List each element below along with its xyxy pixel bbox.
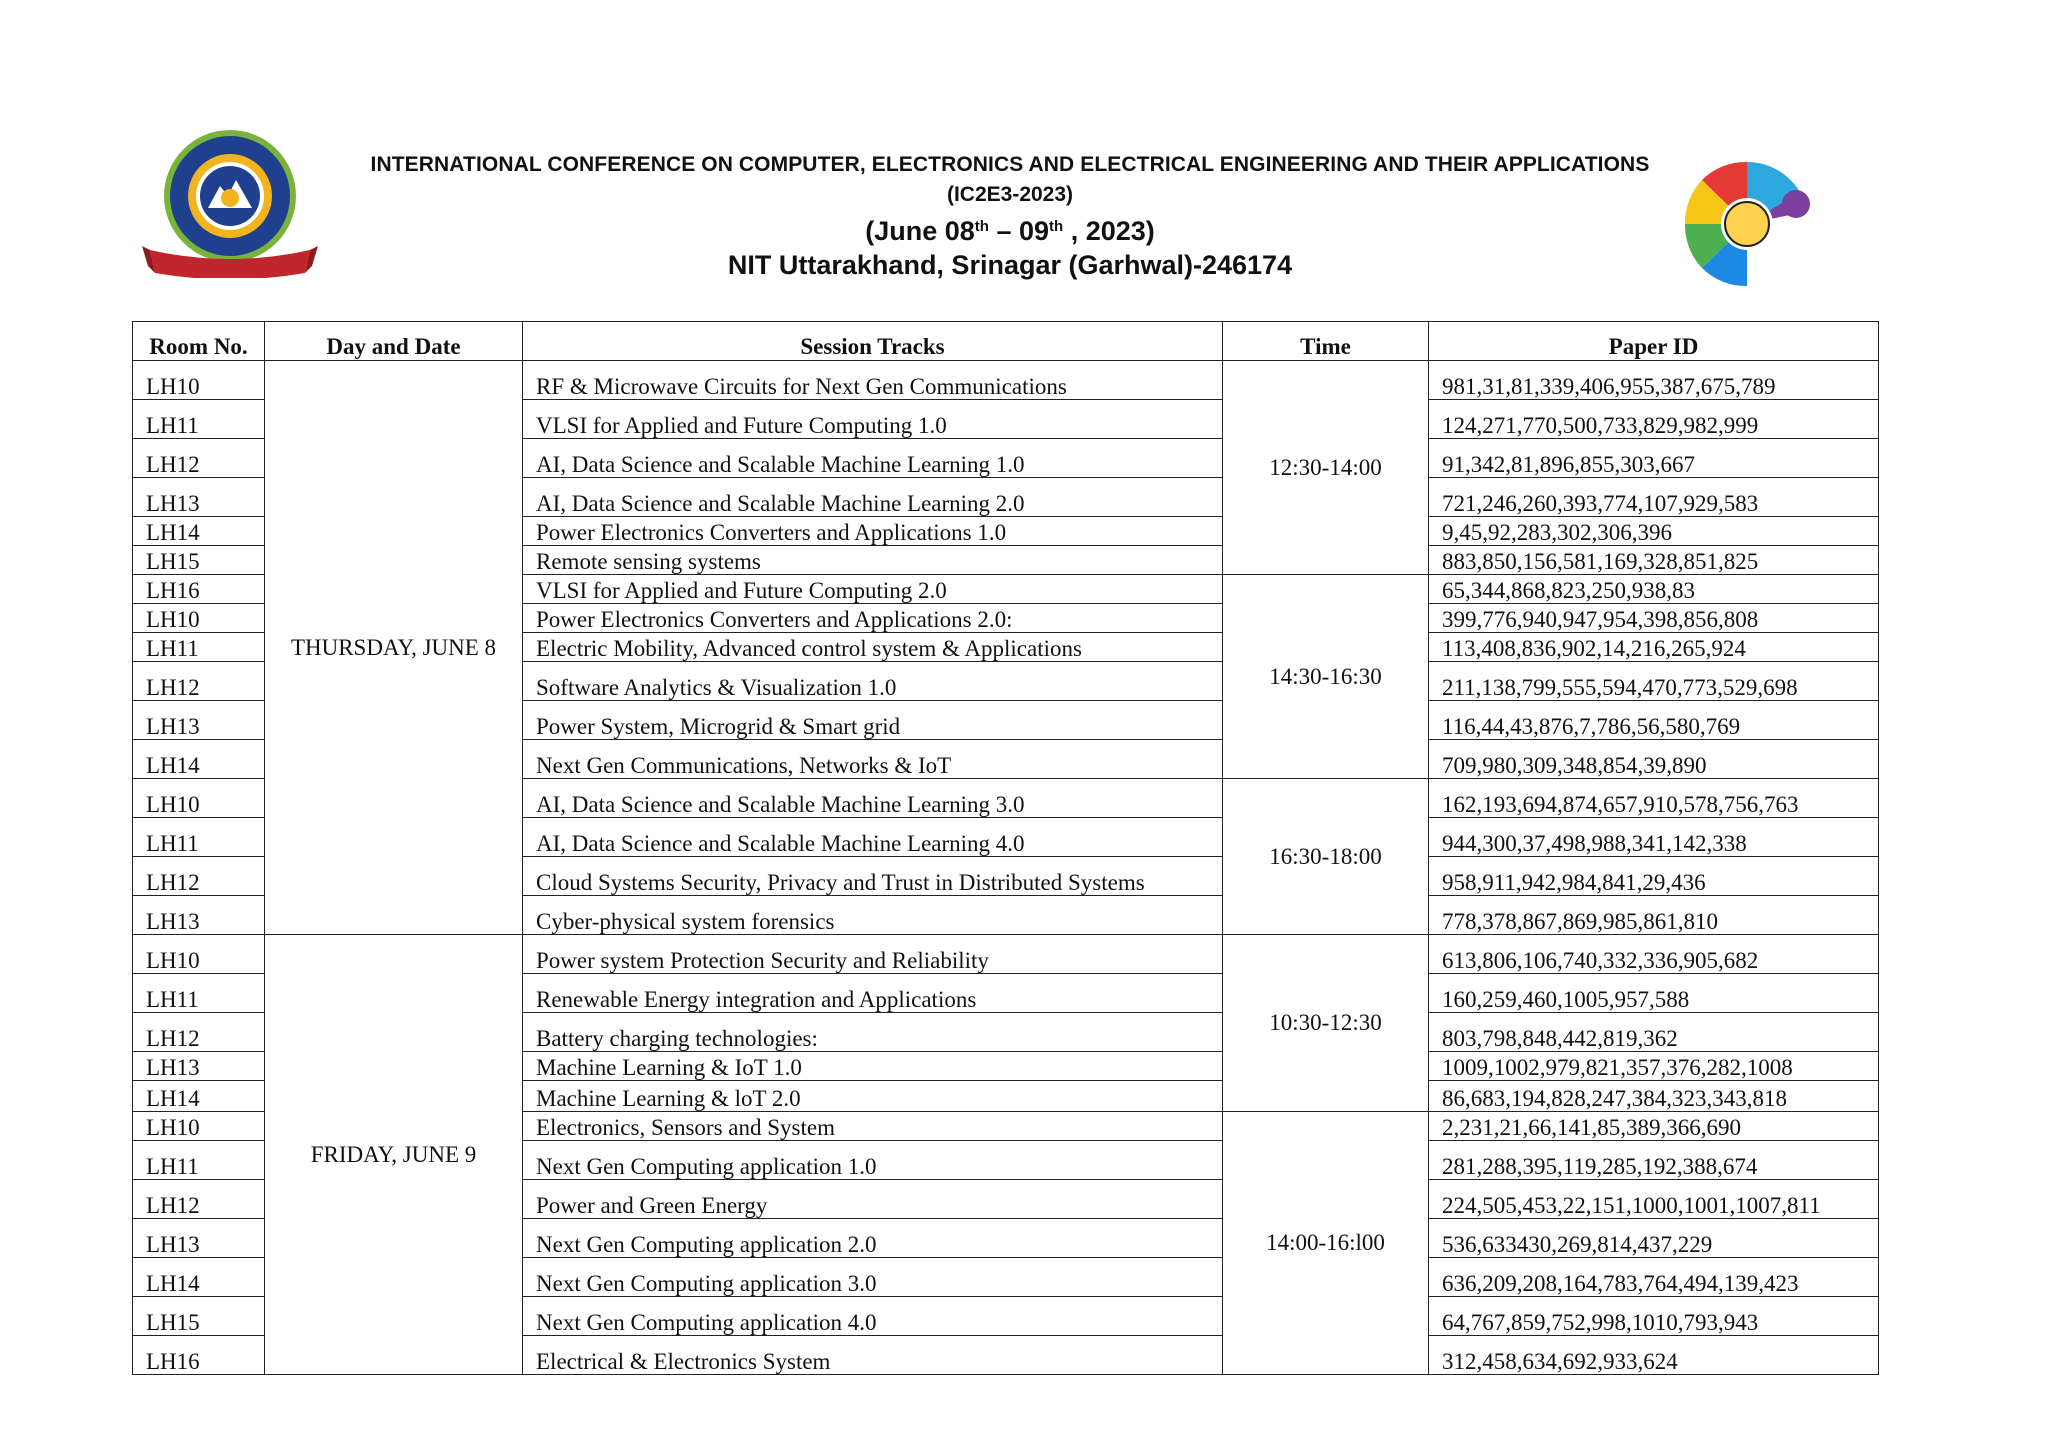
track-cell: AI, Data Science and Scalable Machine Learning 1.0 — [523, 439, 1223, 478]
track-cell: AI, Data Science and Scalable Machine Learning 3.0 — [523, 779, 1223, 818]
track-cell: Battery charging technologies: — [523, 1013, 1223, 1052]
paper-id-cell: 224,505,453,22,151,1000,1001,1007,811 — [1429, 1180, 1879, 1219]
table-row — [133, 361, 1879, 400]
time-cell: 10:30-12:30 — [1223, 935, 1429, 1112]
track-cell: VLSI for Applied and Future Computing 2.0 — [523, 575, 1223, 604]
track-cell: Power System, Microgrid & Smart grid — [523, 701, 1223, 740]
room-cell: LH13 — [133, 478, 265, 517]
track-cell: Next Gen Computing application 3.0 — [523, 1258, 1223, 1297]
room-cell: LH13 — [133, 896, 265, 935]
time-cell: 16:30-18:00 — [1223, 779, 1429, 935]
header-time: Time — [1223, 322, 1429, 361]
track-cell: Next Gen Computing application 2.0 — [523, 1219, 1223, 1258]
paper-id-cell: 9,45,92,283,302,306,396 — [1429, 517, 1879, 546]
paper-id-cell: 211,138,799,555,594,470,773,529,698 — [1429, 662, 1879, 701]
paper-id-cell: 883,850,156,581,169,328,851,825 — [1429, 546, 1879, 575]
room-cell: LH11 — [133, 1141, 265, 1180]
track-cell: RF & Microwave Circuits for Next Gen Communications — [523, 361, 1223, 400]
track-cell: Next Gen Communications, Networks & IoT — [523, 740, 1223, 779]
track-cell: Next Gen Computing application 4.0 — [523, 1297, 1223, 1336]
time-cell: 14:00-16:l00 — [1223, 1112, 1429, 1375]
room-cell: LH14 — [133, 740, 265, 779]
room-cell: LH11 — [133, 974, 265, 1013]
paper-id-cell: 2,231,21,66,141,85,389,366,690 — [1429, 1112, 1879, 1141]
paper-id-cell: 709,980,309,348,854,39,890 — [1429, 740, 1879, 779]
conference-venue: NIT Uttarakhand, Srinagar (Garhwal)-246174 — [727, 250, 1293, 280]
paper-id-cell: 162,193,694,874,657,910,578,756,763 — [1429, 779, 1879, 818]
track-cell: Cloud Systems Security, Privacy and Trust in Distributed Systems — [523, 857, 1223, 896]
time-cell: 14:30-16:30 — [1223, 575, 1429, 779]
room-cell: LH11 — [133, 400, 265, 439]
conference-acronym: (IC2E3-2023) — [946, 183, 1074, 206]
table-row — [133, 935, 1879, 974]
paper-id-cell: 91,342,81,896,855,303,667 — [1429, 439, 1879, 478]
paper-id-cell: 64,767,859,752,998,1010,793,943 — [1429, 1297, 1879, 1336]
paper-id-cell: 721,246,260,393,774,107,929,583 — [1429, 478, 1879, 517]
track-cell: Electric Mobility, Advanced control system & Applications — [523, 633, 1223, 662]
paper-id-cell: 113,408,836,902,14,216,265,924 — [1429, 633, 1879, 662]
room-cell: LH10 — [133, 935, 265, 974]
header-room-no: Room No. — [133, 322, 265, 361]
paper-id-cell: 116,44,43,876,7,786,56,580,769 — [1429, 701, 1879, 740]
paper-id-cell: 1009,1002,979,821,357,376,282,1008 — [1429, 1052, 1879, 1081]
nit-uttarakhand-logo — [140, 128, 320, 278]
paper-id-cell: 958,911,942,984,841,29,436 — [1429, 857, 1879, 896]
room-cell: LH12 — [133, 1180, 265, 1219]
room-cell: LH11 — [133, 818, 265, 857]
track-cell: Cyber-physical system forensics — [523, 896, 1223, 935]
conference-title: INTERNATIONAL CONFERENCE ON COMPUTER, ELECTRONICS AND ELECTRICAL ENGINEERING AND THEIR APPLICATIONS — [370, 153, 1650, 176]
track-cell: Electronics, Sensors and System — [523, 1112, 1223, 1141]
paper-id-cell: 65,344,868,823,250,938,83 — [1429, 575, 1879, 604]
paper-id-cell: 86,683,194,828,247,384,323,343,818 — [1429, 1081, 1879, 1112]
day-cell-friday: FRIDAY, JUNE 9 — [265, 935, 523, 1375]
schedule-table — [132, 321, 1879, 1375]
paper-id-cell: 312,458,634,692,933,624 — [1429, 1336, 1879, 1375]
header-paper-id: Paper ID — [1429, 322, 1879, 361]
track-cell: Next Gen Computing application 1.0 — [523, 1141, 1223, 1180]
room-cell: LH10 — [133, 1112, 265, 1141]
paper-id-cell: 613,806,106,740,332,336,905,682 — [1429, 935, 1879, 974]
paper-id-cell: 778,378,867,869,985,861,810 — [1429, 896, 1879, 935]
track-cell: AI, Data Science and Scalable Machine Learning 2.0 — [523, 478, 1223, 517]
paper-id-cell: 981,31,81,339,406,955,387,675,789 — [1429, 361, 1879, 400]
room-cell: LH13 — [133, 701, 265, 740]
room-cell: LH13 — [133, 1219, 265, 1258]
room-cell: LH14 — [133, 1081, 265, 1112]
room-cell: LH12 — [133, 1013, 265, 1052]
table-header-row — [133, 322, 1879, 361]
conference-dates: (June 08th – 09th , 2023) — [865, 216, 1155, 246]
paper-id-cell: 124,271,770,500,733,829,982,999 — [1429, 400, 1879, 439]
track-cell: Machine Learning & IoT 1.0 — [523, 1052, 1223, 1081]
room-cell: LH16 — [133, 1336, 265, 1375]
paper-id-cell: 281,288,395,119,285,192,388,674 — [1429, 1141, 1879, 1180]
day-cell-thursday: THURSDAY, JUNE 8 — [265, 361, 523, 935]
room-cell: LH10 — [133, 604, 265, 633]
paper-id-cell: 636,209,208,164,783,764,494,139,423 — [1429, 1258, 1879, 1297]
track-cell: Electrical & Electronics System — [523, 1336, 1223, 1375]
track-cell: Power Electronics Converters and Applications 1.0 — [523, 517, 1223, 546]
time-cell: 12:30-14:00 — [1223, 361, 1429, 575]
track-cell: VLSI for Applied and Future Computing 1.0 — [523, 400, 1223, 439]
paper-id-cell: 160,259,460,1005,957,588 — [1429, 974, 1879, 1013]
track-cell: Power and Green Energy — [523, 1180, 1223, 1219]
track-cell: Remote sensing systems — [523, 546, 1223, 575]
room-cell: LH16 — [133, 575, 265, 604]
room-cell: LH14 — [133, 517, 265, 546]
track-cell: Machine Learning & loT 2.0 — [523, 1081, 1223, 1112]
paper-id-cell: 536,633430,269,814,437,229 — [1429, 1219, 1879, 1258]
room-cell: LH15 — [133, 546, 265, 575]
room-cell: LH12 — [133, 439, 265, 478]
track-cell: Renewable Energy integration and Applications — [523, 974, 1223, 1013]
paper-id-cell: 803,798,848,442,819,362 — [1429, 1013, 1879, 1052]
room-cell: LH11 — [133, 633, 265, 662]
track-cell: Power system Protection Security and Reliability — [523, 935, 1223, 974]
header-session-tracks: Session Tracks — [523, 322, 1223, 361]
room-cell: LH12 — [133, 662, 265, 701]
room-cell: LH10 — [133, 779, 265, 818]
room-cell: LH10 — [133, 361, 265, 400]
track-cell: Power Electronics Converters and Applications 2.0: — [523, 604, 1223, 633]
conference-header — [360, 150, 1660, 282]
room-cell: LH12 — [133, 857, 265, 896]
paper-id-cell: 399,776,940,947,954,398,856,808 — [1429, 604, 1879, 633]
track-cell: AI, Data Science and Scalable Machine Learning 4.0 — [523, 818, 1223, 857]
track-cell: Software Analytics & Visualization 1.0 — [523, 662, 1223, 701]
paper-id-cell: 944,300,37,498,988,341,142,338 — [1429, 818, 1879, 857]
header-day-date: Day and Date — [265, 322, 523, 361]
room-cell: LH14 — [133, 1258, 265, 1297]
room-cell: LH15 — [133, 1297, 265, 1336]
room-cell: LH13 — [133, 1052, 265, 1081]
ic2e3-logo — [1672, 152, 1822, 297]
